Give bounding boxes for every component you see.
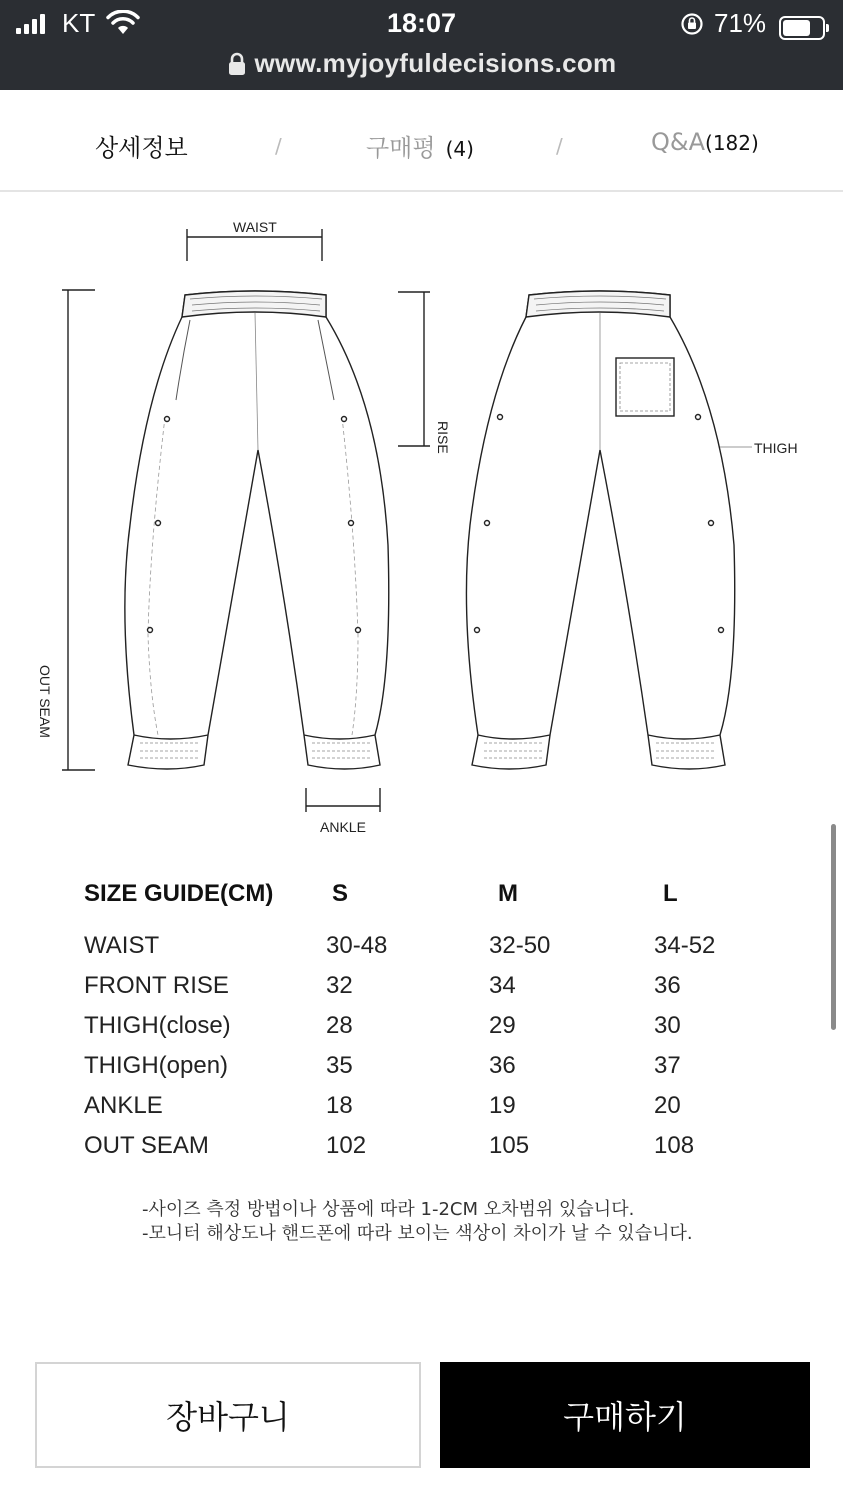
add-to-cart-button[interactable]: 장바구니	[35, 1362, 421, 1468]
row-label: FRONT RISE	[84, 972, 229, 999]
pants-measurement-diagram	[0, 195, 843, 855]
bottom-action-bar	[0, 1338, 843, 1500]
carrier-name: KT	[62, 8, 96, 38]
tab-separator: /	[275, 134, 282, 158]
cell-s: 30-48	[326, 932, 388, 959]
cell-m: 19	[489, 1092, 516, 1119]
lock-icon	[227, 52, 247, 76]
cell-m: 36	[489, 1052, 516, 1079]
row-label: WAIST	[84, 932, 160, 959]
size-notes	[142, 1198, 693, 1246]
url-text[interactable]: www.myjoyfuldecisions.com	[254, 48, 617, 78]
size-col-l: L	[663, 880, 678, 907]
cell-s: 35	[326, 1052, 353, 1079]
cell-l: 108	[654, 1132, 695, 1159]
back-pants-drawing	[466, 291, 734, 769]
battery-icon	[779, 16, 825, 40]
cell-l: 37	[654, 1052, 681, 1079]
size-guide-title: SIZE GUIDE(CM)	[84, 880, 274, 907]
cell-l: 34-52	[654, 932, 716, 959]
detail-tabs	[0, 90, 843, 192]
cell-m: 105	[489, 1132, 530, 1159]
size-guide-table	[84, 880, 784, 1172]
size-guide-header	[84, 880, 784, 932]
cell-l: 36	[654, 972, 681, 999]
note-line: -사이즈 측정 방법이나 상품에 따라 1-2CM 오차범위 있습니다.	[142, 1199, 635, 1220]
label-thigh: THIGH	[754, 440, 798, 456]
tab-qa-count: (182)	[705, 131, 759, 155]
table-row	[84, 972, 784, 1012]
tab-review[interactable]	[366, 128, 474, 163]
tab-qa-label: Q&A	[651, 128, 706, 156]
tab-review-label: 구매평	[366, 134, 436, 162]
row-label: THIGH(close)	[84, 1012, 231, 1039]
tab-review-count: (4)	[445, 137, 474, 161]
buy-now-button[interactable]: 구매하기	[440, 1362, 810, 1468]
cell-m: 29	[489, 1012, 516, 1039]
note-line: -모니터 해상도나 핸드폰에 따라 보이는 색상이 차이가 날 수 있습니다.	[142, 1223, 693, 1244]
cell-s: 18	[326, 1092, 353, 1119]
table-row	[84, 1092, 784, 1132]
status-bar	[0, 0, 843, 90]
tab-separator: /	[556, 134, 563, 158]
label-rise: RISE	[435, 421, 451, 454]
cell-m: 34	[489, 972, 516, 999]
battery-percent: 71%	[714, 8, 767, 38]
size-col-s: S	[332, 880, 349, 907]
cell-l: 20	[654, 1092, 681, 1119]
scrollbar[interactable]	[831, 824, 836, 1030]
label-waist: WAIST	[233, 219, 277, 235]
label-ankle: ANKLE	[320, 819, 366, 835]
cell-s: 32	[326, 972, 353, 999]
cell-s: 102	[326, 1132, 367, 1159]
cell-s: 28	[326, 1012, 353, 1039]
tab-detail[interactable]: 상세정보	[95, 134, 188, 162]
row-label: ANKLE	[84, 1092, 163, 1119]
size-col-m: M	[498, 880, 518, 907]
front-pants-drawing	[125, 291, 389, 769]
row-label: THIGH(open)	[84, 1052, 229, 1079]
cell-m: 32-50	[489, 932, 551, 959]
table-row	[84, 932, 784, 972]
table-row	[84, 1132, 784, 1172]
tab-qa[interactable]	[651, 128, 759, 156]
clock: 18:07	[386, 8, 457, 38]
address-bar[interactable]	[0, 48, 843, 84]
table-row	[84, 1012, 784, 1052]
label-out-seam: OUT SEAM	[37, 665, 53, 738]
row-label: OUT SEAM	[84, 1132, 209, 1159]
table-row	[84, 1052, 784, 1092]
rotation-lock-icon	[680, 12, 704, 36]
cell-l: 30	[654, 1012, 681, 1039]
